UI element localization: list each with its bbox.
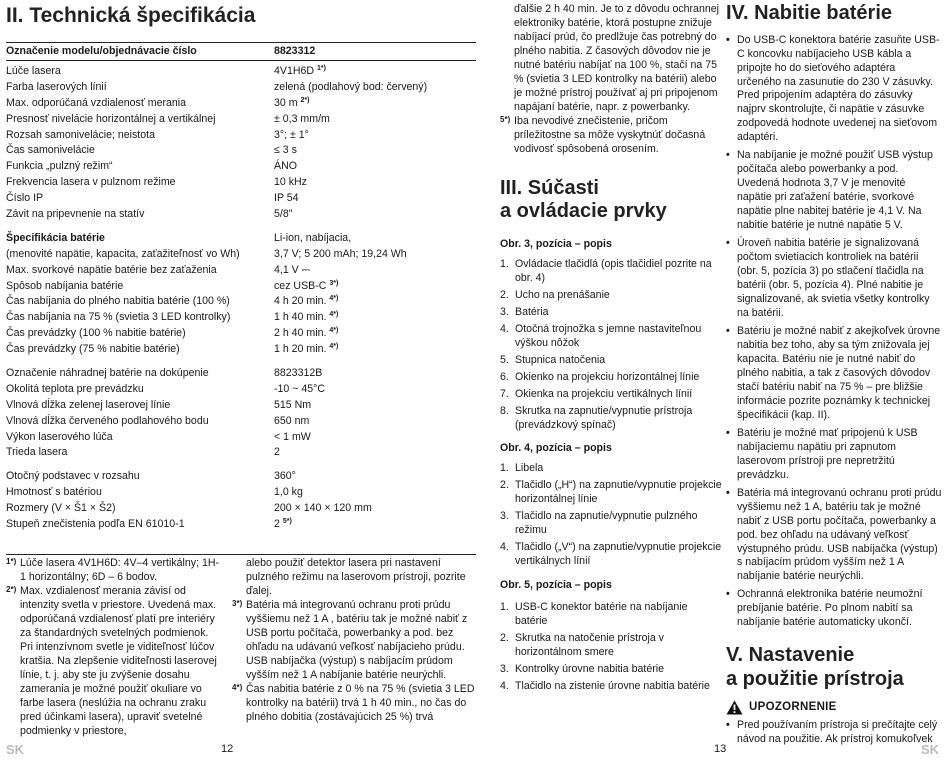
spec-value-text: 1 h 40 min. [274,311,327,324]
section-title: IV. Nabitie batérie [726,2,892,24]
spec-key: Označenie náhradnej batérie na dokúpenie [6,366,209,379]
list-item-text: Batériu je možné mať pripojenú k USB nabíjaciemu napätiu pri zapnutom laserovom prístroji pre nepretržitú prevádzku. [737,426,918,481]
spec-value-text: 1,0 kg [274,486,303,499]
spec-value-text: ± 0,3 mm/m [274,112,330,125]
footnote [6,585,220,739]
spec-value-text: 3°; ± 1° [274,128,309,141]
list-item-number: 3. [500,663,509,676]
spec-row [6,207,476,223]
spec-row [6,112,476,128]
list-item [500,510,722,538]
spec-key: Čas nabíjania na 75 % (svietia 3 LED kontrolky) [6,311,231,324]
list-item-number: 1. [500,462,509,475]
list-item-number: 5. [500,353,509,366]
footnote-marker [232,557,246,599]
spec-key: Max. svorkové napätie batérie bez zaťaženia [6,263,217,276]
spec-row [6,96,476,112]
spec-value-text: 3,7 V; 5 200 mAh; 19,24 Wh [274,247,407,260]
spec-key: Závit na pripevnenie na statív [6,207,145,220]
spec-value-text: 10 kHz [274,176,307,189]
footnote-marker: 5*) [500,114,511,124]
spec-value-text: 8823312B [274,366,323,379]
footnote-ref: 4*) [329,327,339,335]
spec-value-text: 2 h 40 min. [274,327,327,340]
spec-key: Frekvencia lasera v pulznom režime [6,176,176,189]
bullet-marker: • [726,426,730,439]
page-13 [482,0,950,767]
list-item-number: 3. [500,305,509,318]
spec-row [6,263,476,279]
spec-row [6,485,476,501]
spec-value [274,367,476,381]
list-item-text: Stupnica natočenia [515,353,606,366]
section-3 [500,177,722,694]
spec-table [6,42,476,533]
list-item [500,632,722,660]
spec-key: Čas nabíjania do plného nabitia batérie (100 %) [6,295,230,308]
spec-value [274,446,476,460]
bullet-marker: • [726,486,730,499]
figure-5-list [500,601,722,694]
spec-row [6,175,476,191]
list-item [500,405,722,433]
page-title: II. Technická špecifikácia [6,4,256,27]
list-item-text: Batériu je možné nabiť z akejkoľvek úrovne nabitia bez toho, aby sa tým znižovala jej kapacita. Batériu nie je nutné nabiť do plného nabitia, a tak z časových dôvodov stačí batériu nabiť na 75 % – pre bližšie informácie pozrite poznámky k technickej špecifikácii (kap. II). [737,324,941,421]
spec-value-text: 200 × 140 × 120 mm [274,502,372,515]
spec-value-text: 4 h 20 min. [274,295,327,308]
footnote [232,557,477,599]
footnote-ref: 3*) [329,279,339,287]
spec-row [6,310,476,326]
section-title-line: V. Nastavenie [726,644,855,667]
list-item-number: 2. [500,288,509,301]
list-item-text: Tlačidlo („V“) na zapnutie/vypnutie projekcie vertikálnych línií [515,541,722,568]
footnote-marker: 2*) [6,584,17,594]
spec-value-text: < 1 mW [274,430,311,443]
spec-key: Otočný podstavec v rozsahu [6,470,140,483]
list-item-text: Batéria [515,305,549,318]
list-item [726,427,942,483]
list-item-text: Ucho na prenášanie [515,288,610,301]
spec-key: Výkon laserového lúča [6,430,113,443]
footnote-ref: 1*) [317,64,326,72]
spec-key: Čas prevádzky (75 % nabitie batérie) [6,343,180,356]
list-item [726,487,942,585]
list-item [726,588,942,630]
list-item-number: 8. [500,404,509,417]
spec-value-text: 4,1 V ⎓ [274,263,311,276]
footnote-text: Lúče lasera 4V1H6D: 4V–4 vertikálny; 1H-1 horizontálny; 6D – 6 bodov. [20,557,220,583]
spec-row [6,128,476,144]
figure-heading: Obr. 5, pozícia – popis [500,579,612,592]
footnote-ref: 2*) [300,96,310,104]
spec-value-text: ≤ 3 s [274,144,297,157]
list-item-text: Okienka na projekciu vertikálnych línií [515,387,693,400]
spec-value [274,343,476,357]
footnote-marker: 1*) [6,557,17,566]
section-title [500,177,722,224]
list-item [500,479,722,507]
spec-value [274,518,476,532]
list-item-text: Úroveň nabitia batérie je signalizovaná počtom svietiacich kontroliek na batérii (obr. 5, pozícia 3) po stlačení tlačidla na batérii (obr. 5, pozícia 4). Plné nabitie je signalizované, ak svietia všetky kontrolky na batérii. [737,237,930,319]
footnote-text: Čas nabitia batérie z 0 % na 75 % (svietia 3 LED kontrolky na batérii) trvá 1 h 40 min., no čas do plného dobitia (zostávajúcich 25 %) trvá [246,682,475,723]
spec-row [6,231,476,247]
spec-value [274,431,476,445]
spec-key: Okolitá teplota pre prevádzku [6,382,144,395]
footnote-marker: 3*) [232,598,243,608]
list-item-text: Tlačidlo („H“) na zapnutie/vypnutie projekcie horizontálnej línie [515,479,722,506]
spec-key: Číslo IP [6,192,44,205]
list-item [726,325,942,423]
list-item-number: 6. [500,370,509,383]
spec-value [274,129,476,143]
spec-key: Presnosť nivelácie horizontálnej a vertikálnej [6,112,216,125]
list-item-number: 2. [500,479,509,492]
page-number: 12 [221,743,234,755]
spec-value [274,311,476,325]
spec-value [274,248,476,262]
footnote [500,115,722,157]
spec-row [6,326,476,342]
spec-key: Farba laserových línií [6,80,107,93]
footnote-text: Batéria má integrovanú ochranu proti prúdu vyššiemu než 1 A , batériu tak je možné nabiť z USB portu počítača, powerbanky a pod. bez ohľadu na udávanú veľkosť nabíjacieho prúdu. USB nabíjačka (výstup) s nabíjacím prúdom vyšším než 1 A nabíjanie batérie neurýchli. [246,598,468,681]
spec-group [6,64,476,223]
section-4-bullets [726,34,942,631]
section-title-line: a ovládacie prvky [500,200,667,223]
spec-value-text: 2 [274,446,280,459]
spec-key: Rozmery (V × Š1 × Š2) [6,502,116,515]
spec-value-text: 4V1H6D [274,64,315,77]
list-item-text: Skrutka na natočenie prístroja v horizontálnom smere [515,632,664,659]
spec-row [6,294,476,310]
spec-key: Rozsah samonivelácie; neistota [6,128,155,141]
spec-key: Funkcia „pulzný režim“ [6,160,113,173]
spec-key: Vlnová dĺžka červeného podlahového bodu [6,414,209,427]
list-item [726,149,942,233]
spec-group [6,469,476,533]
spec-key: Max. odporúčaná vzdialenosť merania [6,96,187,109]
spec-row [6,430,476,446]
left-column [500,3,722,697]
footnote-marker: 4*) [232,682,243,692]
footnote-ref: 5*) [282,518,292,525]
spec-row [6,501,476,517]
section-title [726,644,942,691]
list-item [500,289,722,303]
spec-value [274,383,476,397]
footnote [232,683,477,725]
spec-key: Trieda lasera [6,446,68,459]
spec-value-text: 30 m [274,96,298,109]
warning-text: UPOZORNENIE [749,700,837,713]
right-column [726,2,942,751]
bullet-marker: • [726,33,730,46]
spec-row [6,398,476,414]
spec-row [6,143,476,159]
list-item [500,388,722,402]
footnotes-left-column [6,557,220,739]
footnote-text: Max. vzdialenosť merania závisí od intenzity svetla v priestore. Uvedená max. odporúčaná vzdialenosť platí pre interiéry za štandardných svetelných podmienok. Pri intenzívnom svetle je viditeľnosť lúčov kratšia. Na zlepšenie viditeľnosti laserovej línie, t. j. aby ste ju zvýšenie dosahu zamerania je možné použiť okuliare vo farbe lasera (neslúžia na ochranu zraku pred účinkami lasera), upraviť svetelné podmienky v priestore, [20,584,217,737]
list-item-text: Ochranná elektronika batérie neumožní prebíjanie batérie. Po plnom nabití sa nabíjanie batérie automaticky ukončí. [737,588,923,629]
spec-key: Stupeň znečistenia podľa EN 61010-1 [6,518,185,530]
spec-row [6,382,476,398]
footnote-divider [6,554,476,555]
figure-4-list [500,462,722,569]
list-item [500,258,722,286]
figure-heading: Obr. 4, pozícia – popis [500,442,612,455]
warning-label [726,700,942,715]
spec-value [274,264,476,278]
section-title-line: III. Súčasti [500,176,599,199]
spec-value [274,192,476,206]
spec-row [6,80,476,96]
footnote-text: alebo použiť detektor lasera pri nastavení pulzného režimu na laserovom prístroji, pozrite ďalej. [246,557,466,597]
spec-value-text: ÁNO [274,160,297,173]
list-item [500,680,722,694]
spec-value-text: -10 ~ 45°C [274,382,326,395]
spec-value-text: cez USB-C [274,279,327,292]
spec-value [274,399,476,413]
spec-value [274,280,476,294]
spec-row [6,279,476,295]
spec-value [274,144,476,158]
spec-value [274,160,476,174]
spec-row [6,445,476,461]
spec-key: (menovité napätie, kapacita, zaťažiteľnosť vo Wh) [6,247,240,260]
spec-value-text: 650 nm [274,414,310,427]
spec-key: Čas samonivelácie [6,144,95,157]
list-item: • Pred používaním prístroja si prečítajte celý návod na použitie. Ak prístroj komukoľvek [726,719,942,747]
spec-value-text: 360° [274,470,296,483]
list-item [500,354,722,368]
list-item-text: Pred používaním prístroja si prečítajte celý návod na použitie. Ak prístroj komukoľvek [737,718,938,745]
spec-row [6,342,476,358]
list-item-number: 7. [500,387,509,400]
section-5-bullets [726,719,942,747]
list-item-text: Tlačidlo na zapnutie/vypnutie pulzného režimu [515,510,698,537]
spec-value-text: 2 [274,518,280,530]
footnotes-right-column [232,557,477,725]
spec-row [6,517,476,533]
spec-group [6,366,476,461]
list-item [500,306,722,320]
language-code: SK [921,742,940,757]
footnote-continuation: ďalšie 2 h 40 min. Je to z dôvodu ochrannej elektroniky batérie, ktorá postupne znižuje nabíjací prúd, čo predlžuje čas potrebný do plného nabitia. Z časových dôvodov nie je nutné batériu nabíjať na 100 %, stačí na 75 % (svietia 3 LED kontrolky na batérii) alebo je možné prístroj používať aj pri pripojenom napájaní batérie, napr. z powerbanky. [514,3,719,113]
figure-heading: Obr. 3, pozícia – popis [500,237,612,250]
spec-value [274,113,476,127]
list-item [726,34,942,146]
list-item-number: 1. [500,257,509,270]
list-item [500,663,722,677]
spec-value: Li-ion, nabíjacia, [274,231,352,244]
list-item-text: USB-C konektor batérie na nabíjanie batérie [515,601,688,628]
page-number: 13 [714,743,727,755]
spec-value-text: zelená (podlahový bod: červený) [274,80,428,93]
language-code: SK [6,742,25,757]
spec-value [274,486,476,500]
spec-value-text: 1 h 20 min. [274,343,327,356]
list-item [500,323,722,351]
list-item-number: 4. [500,322,509,335]
spec-value: 8823312 [274,44,316,57]
list-item-number: 4. [500,541,509,554]
spec-value-text: 5/8" [274,207,293,220]
list-item-text: Okienko na projekciu horizontálnej línie [515,370,700,383]
spec-key: Hmotnosť s batériou [6,486,102,499]
list-item-number: 1. [500,601,509,614]
spec-header-row [6,42,476,61]
spec-key: Vlnová dĺžka zelenej laserovej línie [6,398,171,411]
list-item [726,237,942,321]
spec-value-text: 515 Nm [274,398,312,411]
spec-value [274,470,476,484]
list-item-text: Libela [515,462,544,475]
footnote-ref: 4*) [329,295,339,303]
spec-value [274,176,476,190]
spec-key: Lúče lasera [6,64,61,77]
spec-value-text: IP 54 [274,192,299,205]
list-item-text: Otočná trojnožka s jemne nastaviteľnou výškou nôžok [515,322,702,349]
list-item [500,462,722,476]
spec-key: Špecifikácia batérie [6,231,105,244]
bullet-marker: • [726,588,730,601]
spec-value [274,295,476,309]
spec-row [6,469,476,485]
bullet-marker: • [726,237,730,250]
spec-group [6,247,476,358]
spec-row [6,414,476,430]
section-5 [726,644,942,746]
spec-value [274,415,476,429]
bullet-marker: • [726,149,730,162]
footnote [232,599,477,683]
list-item-number: 2. [500,632,509,645]
list-item [500,371,722,385]
bullet-marker: • [726,324,730,337]
list-item-text: Na nabíjanie je možné použiť USB výstup počítača alebo powerbanky a pod. Uvedená hodnota 3,7 V je menovité napätie pri zaťažení batérie, svorkové napätie plne nabitej batérie je 4,1 V. Na nabitie batérie je nutné napätie 5 V. [737,149,933,232]
footnote [6,557,220,585]
list-item-text: Tlačidlo na zistenie úrovne nabitia batérie [515,680,710,693]
spec-row [6,366,476,382]
warning-icon [726,700,743,715]
list-item-text: Skrutka na zapnutie/vypnutie prístroja (prevádzkový spínač) [515,404,693,431]
spec-row [6,64,476,80]
spec-value [274,502,476,516]
spec-value [274,327,476,341]
list-item-number: 4. [500,680,509,693]
list-item [500,601,722,629]
spec-value [274,97,476,111]
footnote-text: Iba nevodivé znečistenie, pričom príležitostne sa môže vyskytnúť dočasná vodivosť spôsobená orosením. [514,114,706,155]
footnote-ref: 4*) [329,311,339,319]
list-item-text: Batéria má integrovanú ochranu proti prúdu vyššiemu než 1 A, batériu tak je možné nabiť z USB portu počítača, powerbanky a pod. bez ohľadu na udávaný veľkosť výstupného prúdu. USB nabíjačka (výstup) s nabíjacím prúdom vyšším než 1 A nabíjanie batérie neurýchli. [737,486,942,583]
spec-key: Spôsob nabíjania batérie [6,279,124,292]
spec-key: Čas prevádzky (100 % nabitie batérie) [6,327,186,340]
spec-value [274,81,476,95]
spec-row [6,247,476,263]
spec-value [274,65,476,79]
list-item-text: Kontrolky úrovne nabitia batérie [515,663,664,676]
list-item-number: 3. [500,510,509,523]
section-title-line: a použitie prístroja [726,667,904,690]
list-item-text: Do USB-C konektora batérie zasuňte USB-C koncovku nabíjacieho USB kábla a pripojte ho do sieťového adaptéra určeného na zasunutie do 230 V zásuvky. Pred pripojením adaptéra do zásuvky najprv skontrolujte, či napätie v zásuvke zodpovedá hodnote uvedenej na sieťovom adaptéri. [737,33,940,144]
spec-row [6,159,476,175]
list-item [500,541,722,569]
figure-3-list [500,258,722,433]
spec-row [6,191,476,207]
spec-key: Označenie modelu/objednávacie číslo [6,44,197,57]
spec-value [274,208,476,222]
footnote-ref: 4*) [329,343,339,351]
list-item-text: Ovládacie tlačidlá (opis tlačidiel pozrite na obr. 4) [515,257,712,284]
